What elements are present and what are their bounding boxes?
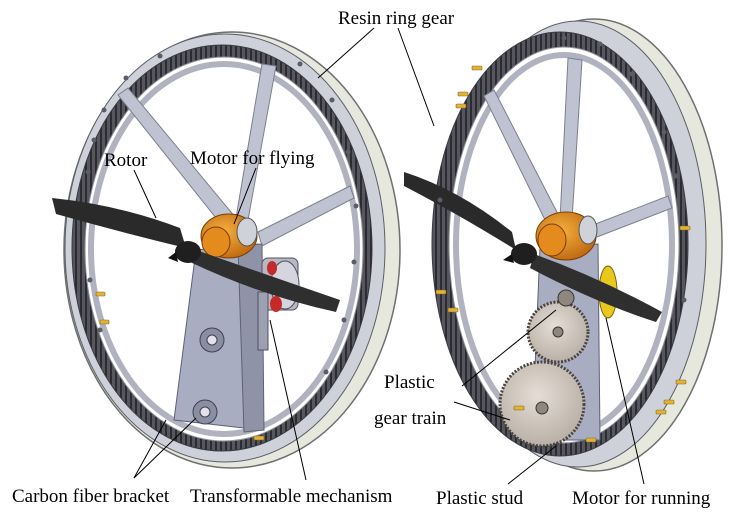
label-carbon-fiber-bracket: Carbon fiber bracket (12, 486, 170, 507)
label-motor-for-flying: Motor for flying (190, 148, 315, 169)
left-motor-for-flying (201, 214, 257, 258)
label-resin-ring-gear: Resin ring gear (338, 8, 455, 29)
label-gear-train: gear train (374, 408, 447, 429)
label-rotor: Rotor (104, 150, 148, 171)
label-plastic: Plastic (384, 372, 435, 393)
label-plastic-stud: Plastic stud (436, 488, 524, 509)
label-motor-for-running: Motor for running (572, 488, 711, 509)
label-transformable-mechanism: Transformable mechanism (190, 486, 393, 507)
left-wheel (52, 32, 400, 468)
right-motor-for-flying (536, 212, 597, 260)
right-wheel (404, 19, 722, 471)
